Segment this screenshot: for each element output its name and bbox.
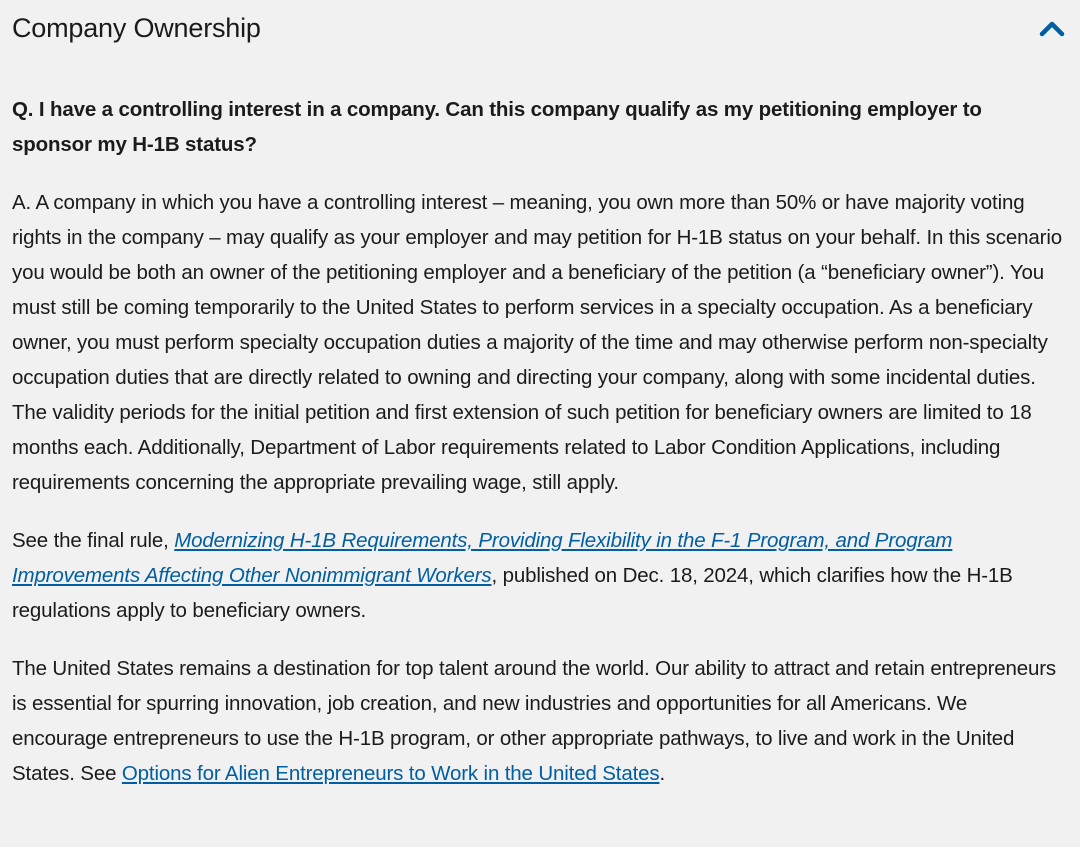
accordion-content [12,56,1066,791]
final-rule-paragraph [12,500,1066,628]
closing-suffix: . [659,762,666,785]
closing-paragraph [12,628,1066,791]
faq-answer: A. A company in which you have a controlling interest – meaning, you own more than 50% or have majority voting rights in the company – may qualify as your employer and may petition for H-1B status on your behalf. In this scenario you would be both an owner of the petitioning employer and a beneficiary of the petition (a “beneficiary owner”). You must still be coming temporarily to the United States to perform services in a specialty occupation. As a beneficiary owner, you must perform specialty occupation duties a majority of the time and may otherwise perform non-specialty occupation duties that are directly related to owning and directing your company, along with some incidental duties. The validity periods for the initial petition and first extension of such petition for beneficiary owners are limited to 18 months each. Additionally, Department of Labor requirements related to Labor Condition Applications, including requirements concerning the appropriate prevailing wage, still apply. [12,191,1062,494]
entrepreneurs-options-link[interactable]: Options for Alien Entrepreneurs to Work in the United States [121,762,660,785]
final-rule-link[interactable]: Modernizing H-1B Requirements, Providing Flexibility in the F-1 Program, and Program Improvements Affecting Other Nonimmigrant Workers [12,529,953,587]
chevron-up-icon[interactable] [1036,12,1068,44]
final-rule-prefix: See the final rule, [12,529,175,552]
closing-text: The United States remains a destination for top talent around the world. Our ability to attract and retain entrepreneurs is essential for spurring innovation, job creation, and new industries and opportunities for all Americans. We encourage entrepreneurs to use the H-1B program, or other appropriate pathways, to live and work in the United States. See [12,657,1057,785]
accordion-title: Company Ownership [12,12,261,43]
chevron-up-icon-graphic [1039,19,1065,37]
final-rule-suffix: , published on Dec. 18, 2024, which clarifies how the H-1B regulations apply to beneficiary owners. [12,564,1013,622]
faq-question: Q. I have a controlling interest in a company. Can this company qualify as my petitioning employer to sponsor my H-1B status? [12,98,982,156]
accordion-header[interactable] [12,0,1066,56]
